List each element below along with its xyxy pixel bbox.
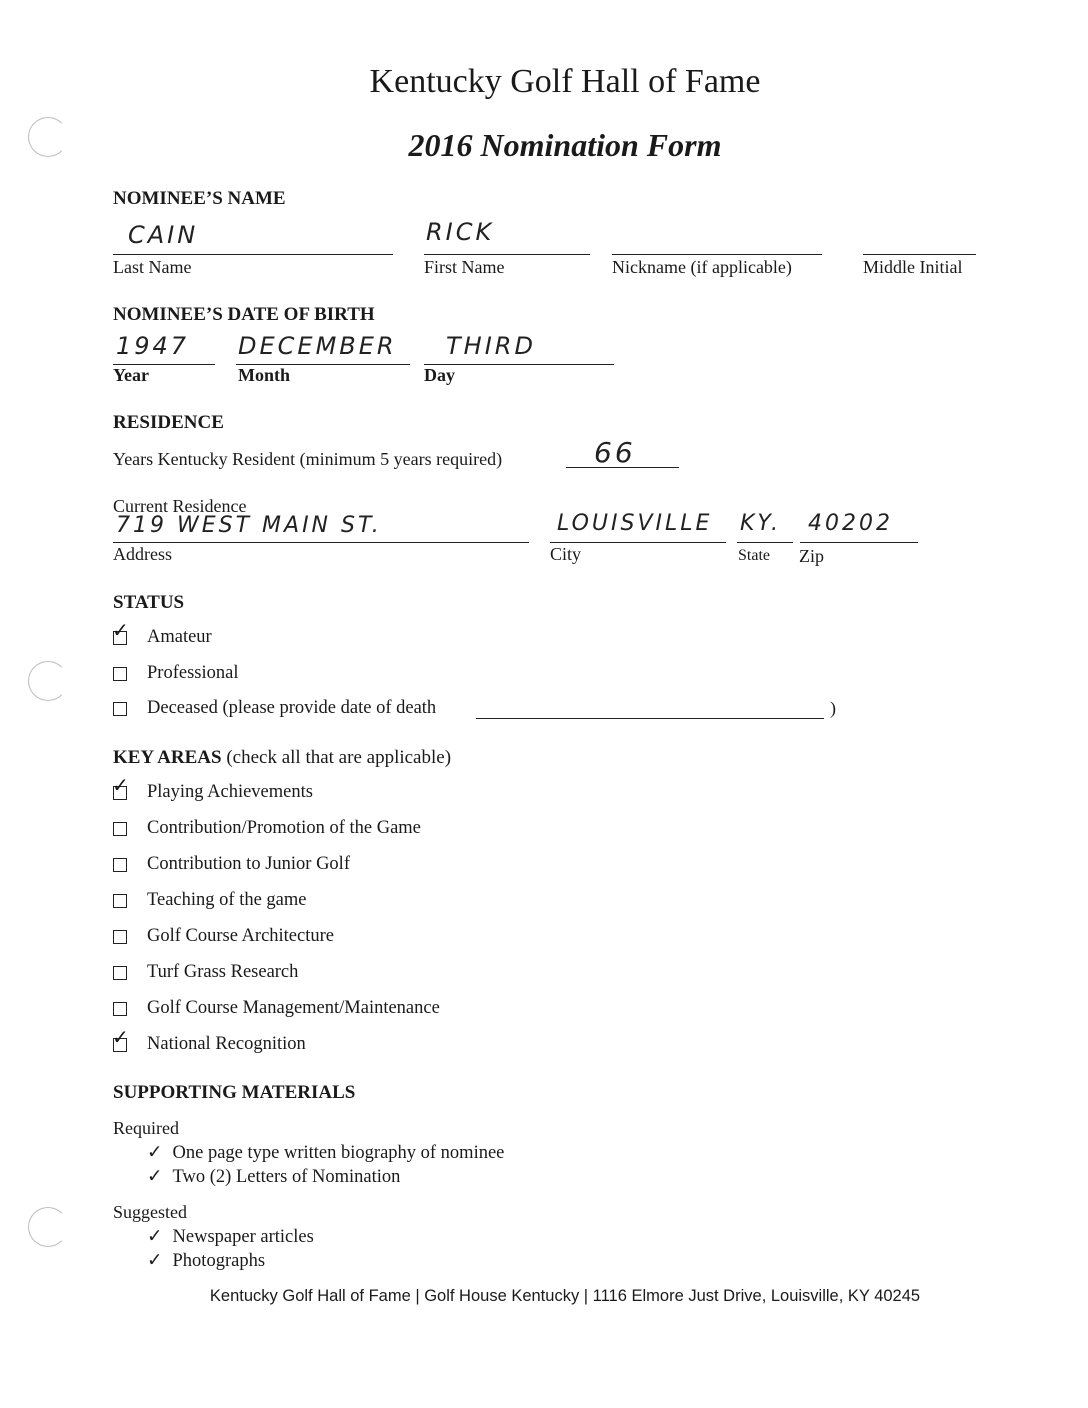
address-label: Address <box>113 544 172 564</box>
footer-address: Kentucky Golf Hall of Fame | Golf House Kentucky | 1116 Elmore Just Drive, Louisville, KY 40245 <box>209 1287 921 1305</box>
checkbox-icon[interactable] <box>113 702 127 716</box>
status-option-label: Amateur <box>147 627 212 647</box>
last-name-value: CAIN <box>128 221 199 249</box>
key-areas-heading-row <box>113 747 451 769</box>
checkbox-icon[interactable] <box>113 966 127 980</box>
years-resident-field[interactable] <box>566 467 679 468</box>
city-value: LOUISVILLE <box>557 511 713 536</box>
first-name-value: RICK <box>426 218 495 246</box>
birth-month-label: Month <box>238 365 291 385</box>
key-area-label: Playing Achievements <box>147 782 313 802</box>
dob-heading: NOMINEE’S DATE OF BIRTH <box>113 304 375 325</box>
key-area-national-recognition[interactable] <box>112 1024 306 1055</box>
checkbox-icon[interactable] <box>112 772 129 800</box>
key-areas-note: (check all that are applicable) <box>226 747 452 768</box>
key-area-label: Teaching of the game <box>147 890 307 910</box>
suggested-label: Suggested <box>113 1202 187 1222</box>
last-name-label: Last Name <box>113 257 192 277</box>
checkbox-icon[interactable] <box>113 667 127 681</box>
key-area-label: Golf Course Architecture <box>147 926 334 946</box>
birth-month-value: DECEMBER <box>238 332 397 360</box>
key-area-playing-achievements[interactable] <box>112 772 313 803</box>
residence-heading: RESIDENCE <box>113 412 224 433</box>
status-heading: STATUS <box>113 592 185 613</box>
checkbox-icon[interactable] <box>113 930 127 944</box>
middle-initial-field[interactable] <box>863 254 976 255</box>
key-area-contribution-promotion[interactable] <box>113 818 421 839</box>
key-area-management[interactable] <box>113 998 440 1019</box>
date-of-death-field[interactable] <box>476 718 824 719</box>
check-mark-icon: ✓ <box>147 1226 163 1247</box>
check-mark-icon: ✓ <box>112 772 129 797</box>
city-label: City <box>550 544 582 564</box>
nickname-label: Nickname (if applicable) <box>612 257 792 277</box>
nickname-field[interactable] <box>612 254 822 255</box>
city-field[interactable] <box>550 542 726 543</box>
status-option-label: Professional <box>147 663 239 683</box>
birth-day-value: THIRD <box>446 332 536 360</box>
checkbox-icon[interactable] <box>113 894 127 908</box>
checkbox-icon[interactable] <box>113 1002 127 1016</box>
form-title: Kentucky Golf Hall of Fame <box>369 63 761 100</box>
key-area-label: Contribution to Junior Golf <box>147 854 350 874</box>
middle-initial-label: Middle Initial <box>863 257 963 277</box>
key-area-teaching[interactable] <box>113 890 306 911</box>
status-option-amateur[interactable] <box>112 617 212 648</box>
last-name-field[interactable] <box>113 254 393 255</box>
required-label: Required <box>113 1118 179 1138</box>
supporting-heading: SUPPORTING MATERIALS <box>113 1082 356 1103</box>
birth-year-label: Year <box>113 365 149 385</box>
key-area-turf-grass[interactable] <box>113 962 298 983</box>
check-mark-icon: ✓ <box>147 1166 163 1187</box>
zip-field[interactable] <box>800 542 918 543</box>
years-resident-value: 66 <box>594 436 636 469</box>
zip-value: 40202 <box>808 511 893 536</box>
key-area-label: Turf Grass Research <box>147 962 299 982</box>
state-field[interactable] <box>737 542 793 543</box>
check-mark-icon: ✓ <box>112 617 129 642</box>
birth-day-label: Day <box>424 365 455 385</box>
checkbox-icon[interactable] <box>112 617 129 645</box>
check-mark-icon: ✓ <box>147 1142 163 1163</box>
suggested-item: ✓ Newspaper articles <box>147 1226 314 1247</box>
key-area-label: Golf Course Management/Maintenance <box>147 998 440 1018</box>
years-resident-label: Years Kentucky Resident (minimum 5 years required) <box>113 449 503 469</box>
current-residence-label: Current Residence <box>113 496 247 516</box>
binder-hole-icon <box>28 1207 68 1247</box>
state-label: State <box>738 547 770 564</box>
key-area-label: National Recognition <box>147 1034 306 1054</box>
first-name-field[interactable] <box>424 254 590 255</box>
required-item: ✓ One page type written biography of nominee <box>147 1142 505 1163</box>
suggested-item: ✓ Photographs <box>147 1250 266 1271</box>
state-value: KY. <box>740 511 782 536</box>
address-value: 719 WEST MAIN ST. <box>116 513 382 538</box>
key-area-junior-golf[interactable] <box>113 854 350 875</box>
checkbox-icon[interactable] <box>113 858 127 872</box>
key-areas-heading: KEY AREAS <box>113 747 222 768</box>
check-mark-icon: ✓ <box>112 1024 129 1049</box>
zip-label: Zip <box>799 546 824 566</box>
key-area-architecture[interactable] <box>113 926 334 947</box>
status-option-label: Deceased (please provide date of death <box>147 698 437 718</box>
birth-year-value: 1947 <box>116 332 190 360</box>
address-field[interactable] <box>113 542 529 543</box>
form-subtitle: 2016 Nomination Form <box>408 127 722 163</box>
checkbox-icon[interactable] <box>113 822 127 836</box>
binder-hole-icon <box>28 661 68 701</box>
first-name-label: First Name <box>424 257 505 277</box>
checkbox-icon[interactable] <box>112 1024 129 1052</box>
nominee-name-heading: NOMINEE’S NAME <box>113 188 286 209</box>
key-area-label: Contribution/Promotion of the Game <box>147 818 421 838</box>
required-item: ✓ Two (2) Letters of Nomination <box>147 1166 401 1187</box>
deceased-close-paren: ) <box>830 698 836 718</box>
check-mark-icon: ✓ <box>147 1250 163 1271</box>
status-option-professional[interactable] <box>113 663 238 684</box>
status-option-deceased[interactable] <box>113 698 436 719</box>
